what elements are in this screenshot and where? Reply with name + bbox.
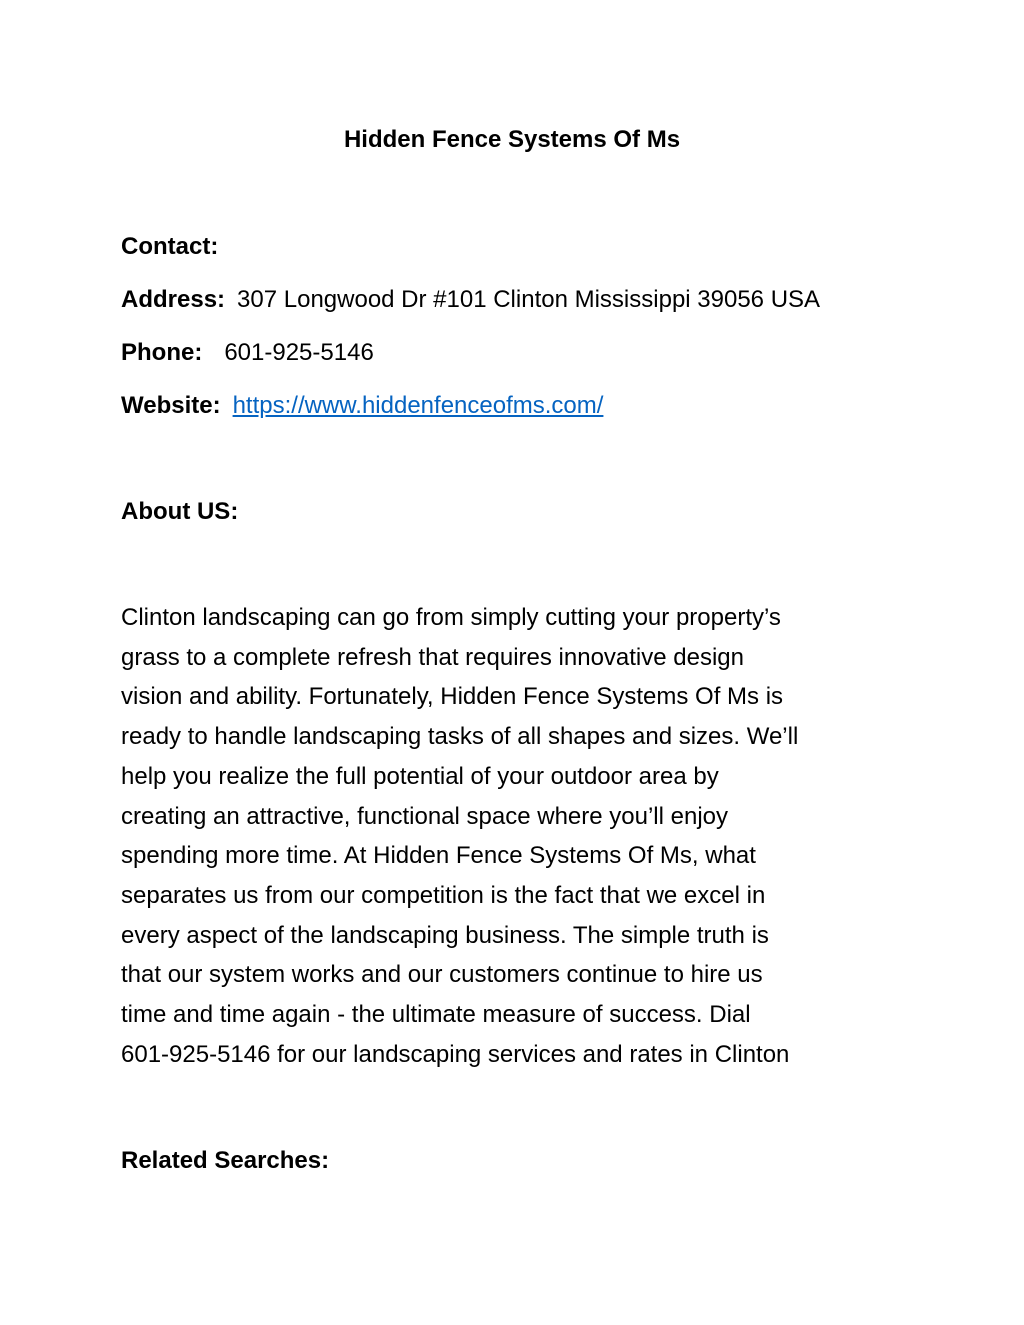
phone-label: Phone: [121,339,203,366]
about-paragraph [121,598,901,1074]
about-line: grass to a complete refresh that requires innovative design [121,643,745,671]
address-line [121,282,820,318]
about-line: that our system works and our customers continue to hire us [121,961,763,989]
about-line: spending more time. At Hidden Fence Systems Of Ms, what [121,842,756,870]
about-line: 601-925-5146 for our landscaping services and rates in Clinton [121,1040,790,1068]
address-label: Address: [121,286,226,313]
about-line: vision and ability. Fortunately, Hidden Fence Systems Of Ms is [121,683,784,711]
about-line: time and time again - the ultimate measure of success. Dial [121,1001,751,1029]
about-line: separates us from our competition is the fact that we excel in [121,881,766,909]
about-line: Clinton landscaping can go from simply cutting your property’s [121,604,781,631]
website-link[interactable]: https://www.hiddenfenceofms.com/ [232,392,604,419]
page-title: Hidden Fence Systems Of Ms [343,126,681,153]
phone-value: 601-925-5146 [224,339,374,366]
about-line: creating an attractive, functional space where you’ll enjoy [121,802,729,830]
phone-line [121,335,374,371]
contact-heading: Contact: [121,233,219,260]
about-line: every aspect of the landscaping business. The simple truth is [121,921,769,949]
related-searches-heading: Related Searches: [121,1147,330,1174]
about-line: ready to handle landscaping tasks of all shapes and sizes. We’ll [121,723,799,751]
website-line [121,388,603,424]
about-line: help you realize the full potential of your outdoor area by [121,762,719,790]
about-heading: About US: [121,498,239,525]
website-label: Website: [121,392,221,419]
address-value: 307 Longwood Dr #101 Clinton Mississippi 39056 USA [237,286,821,313]
